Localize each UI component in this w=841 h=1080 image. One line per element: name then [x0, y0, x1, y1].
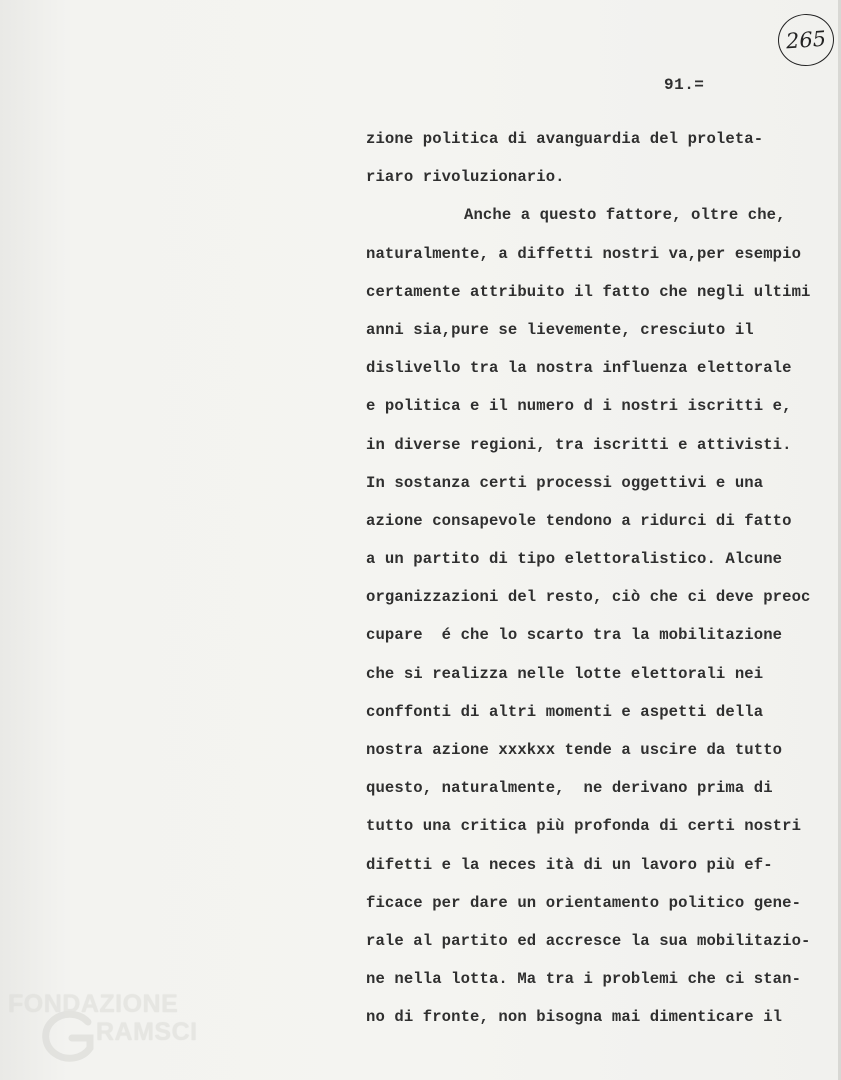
text-line: organizzazioni del resto, ciò che ci deve preoc — [366, 588, 811, 607]
text-line: a un partito di tipo elettoralistico. Alcune — [366, 550, 783, 569]
text-line: in diverse regioni, tra iscritti e attivisti. — [366, 435, 792, 454]
text-line: tutto una critica più profonda di certi nostri — [366, 817, 802, 836]
text-line: certamente attribuito il fatto che negli ultimi — [366, 282, 811, 301]
text-line: naturalmente, a diffetti nostri va,per esempio — [366, 244, 802, 263]
watermark-logo-letter: G — [62, 1044, 70, 1055]
text-line: difetti e la neces ità di un lavoro più ef- — [366, 855, 773, 874]
text-line: ne nella lotta. Ma tra i problemi che ci stan- — [366, 970, 802, 989]
text-line: anni sia,pure se lievemente, cresciuto il — [366, 320, 754, 339]
typewritten-body — [366, 128, 811, 1045]
page-number: 91.= — [664, 76, 705, 94]
text-line: che si realizza nelle lotte elettorali nei — [366, 664, 764, 683]
text-line: azione consapevole tendono a ridurci di fatto — [366, 511, 792, 530]
fondazione-gramsci-watermark — [8, 990, 208, 1070]
text-line: In sostanza certi processi oggettivi e una — [366, 473, 764, 492]
text-line: nostra azione xxxkxx tende a uscire da tutto — [366, 741, 783, 759]
text-line: ficace per dare un orientamento politico gene- — [366, 893, 802, 912]
text-line: cupare é che lo scarto tra la mobilitazione — [366, 626, 783, 645]
text-line: rale al partito ed accresce la sua mobilitazio- — [366, 931, 811, 950]
text-line: questo, naturalmente, ne derivano prima di — [366, 779, 773, 798]
archive-number-stamp: 265 — [776, 12, 835, 68]
watermark-line-1: FONDAZIONE — [8, 990, 179, 1018]
text-line: e politica e il numero d i nostri iscritti e, — [366, 397, 792, 416]
text-line: no di fronte, non bisogna mai dimenticare il — [366, 1008, 783, 1027]
text-line: riaro rivoluzionario. — [366, 168, 565, 187]
text-line: conffonti di altri momenti e aspetti della — [366, 702, 764, 721]
text-line: Anche a questo fattore, oltre che, — [464, 206, 786, 225]
text-line: dislivello tra la nostra influenza elettorale — [366, 359, 792, 378]
watermark-line-2: RAMSCI — [96, 1018, 198, 1046]
text-line: zione politica di avanguardia del proleta- — [366, 130, 764, 148]
